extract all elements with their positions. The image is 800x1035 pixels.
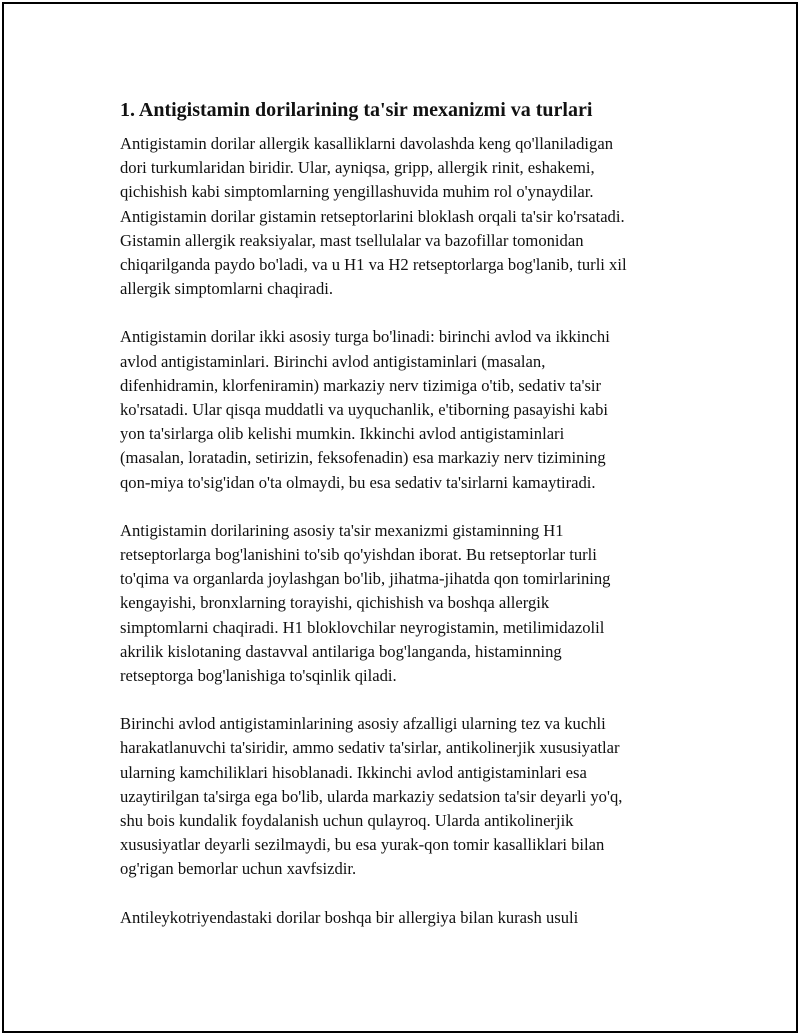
text-line: yon ta'sirlarga olib kelishi mumkin. Ikkinchi avlod antigistaminlari — [120, 424, 565, 444]
text-line: difenhidramin, klorfeniramin) markaziy nerv tizimiga o'tib, sedativ ta'sir — [120, 375, 602, 395]
text-line: Antileykotriyendastaki dorilar boshqa bir allergiya bilan kurash usuli — [120, 907, 579, 927]
document-body — [120, 96, 700, 954]
page-frame — [2, 2, 798, 1033]
text-line: Antigistamin dorilar gistamin retseptorlarini bloklash orqali ta'sir ko'rsatadi. — [120, 206, 625, 226]
text-line: qichishish kabi simptomlarning yengillashuvida muhim rol o'ynaydilar. — [120, 182, 594, 202]
text-line: shu bois kundalik foydalanish uchun qulayroq. Ularda antikolinerjik — [120, 811, 574, 831]
text-line: dori turkumlaridan biridir. Ular, ayniqsa, gripp, allergik rinit, eshakemi, — [120, 158, 595, 178]
text-line: allergik simptomlarni chaqiradi. — [120, 279, 334, 299]
text-line: retseptorga bog'lanishiga to'sqinlik qiladi. — [120, 666, 397, 686]
text-line: retseptorlarga bog'lanishini to'sib qo'yishdan iborat. Bu retseptorlar turli — [120, 545, 597, 565]
text-line: kengayishi, bronxlarning torayishi, qichishish va boshqa allergik — [120, 593, 550, 613]
text-line: harakatlanuvchi ta'siridir, ammo sedativ ta'sirlar, antikolinerjik xususiyatlar — [120, 738, 620, 758]
text-line: ularning kamchiliklari hisoblanadi. Ikkinchi avlod antigistaminlari esa — [120, 762, 587, 782]
text-line: uzaytirilgan ta'sirga ega bo'lib, ularda markaziy sedatsion ta'sir deyarli yo'q, — [120, 786, 623, 806]
text-line: avlod antigistaminlari. Birinchi avlod antigistaminlari (masalan, — [120, 351, 546, 371]
paragraph — [120, 712, 700, 881]
text-line: Antigistamin dorilar ikki asosiy turga bo'linadi: birinchi avlod va ikkinchi — [120, 327, 610, 347]
text-line: ko'rsatadi. Ular qisqa muddatli va uyquchanlik, e'tiborning pasayishi kabi — [120, 400, 609, 420]
text-line: akrilik kislotaning dastavval antilariga bog'langanda, histaminning — [120, 641, 562, 661]
text-line: chiqarilganda paydo bo'ladi, va u H1 va H2 retseptorlarga bog'lanib, turli xil — [120, 255, 627, 275]
text-line: Antigistamin dorilar allergik kasalliklarni davolashda keng qo'llaniladigan — [120, 134, 613, 153]
text-line: qon-miya to'sig'idan o'ta olmaydi, bu esa sedativ ta'sirlarni kamaytiradi. — [120, 472, 596, 492]
page-title: 1. Antigistamin dorilarining ta'sir mexanizmi va turlari — [120, 99, 593, 121]
text-line: simptomlarni chaqiradi. H1 bloklovchilar neyrogistamin, metilimidazolil — [120, 617, 605, 637]
text-line: (masalan, loratadin, setirizin, feksofenadin) esa markaziy nerv tizimining — [120, 448, 606, 468]
paragraph — [120, 325, 700, 494]
text-line: Birinchi avlod antigistaminlarining asosiy afzalligi ularning tez va kuchli — [120, 714, 606, 734]
text-line: to'qima va organlarda joylashgan bo'lib, jihatma-jihatda qon tomirlarining — [120, 569, 611, 589]
text-line: og'rigan bemorlar uchun xavfsizdir. — [120, 859, 357, 879]
text-line: Gistamin allergik reaksiyalar, mast tsellulalar va bazofillar tomonidan — [120, 230, 584, 250]
paragraph — [120, 519, 700, 688]
paragraph — [120, 132, 700, 301]
text-line: xususiyatlar deyarli sezilmaydi, bu esa yurak-qon tomir kasalliklari bilan — [120, 835, 605, 855]
text-line: Antigistamin dorilarining asosiy ta'sir mexanizmi gistaminning H1 — [120, 520, 564, 540]
paragraph — [120, 906, 700, 930]
